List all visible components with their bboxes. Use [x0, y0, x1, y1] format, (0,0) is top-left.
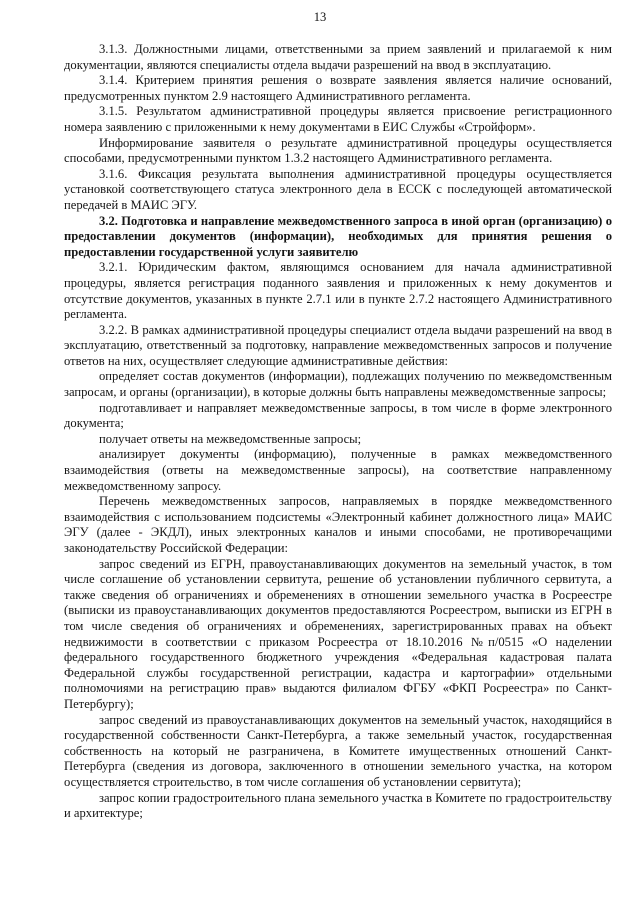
page-number: 13 [313, 10, 327, 24]
paragraph: запрос сведений из ЕГРН, правоустанавливающих документов на земельный участок, в том числе соглашение об установлении сервитута, решение об установлении публичного сервитута, а также сведения об ограничениях и обременениях в отношении земельного участка в Росреестре (выписки из правоустанавливающих документов предоставляются Росреестром, выписки из ЕГРН в том числе сведения об ограничениях и обременениях, зарегистрированных правах на объект недвижимости в соответствии с приказом Росреестра от 18.10.2016 №п/0515 «О наделении федерального государственного бюджетного учреждения «Федеральная кадастровая палата Федеральной службы государственной регистрации, кадастра и картографии» отдельными полномочиями на регистрацию прав» выдаются филиалом ФГБУ «ФКП Росреестра» по Санкт-Петербургу); [64, 556, 612, 711]
paragraph: Информирование заявителя о результате административной процедуры осуществляется способами, предусмотренными пунктом 1.3.2 настоящего Административного регламента. [64, 135, 612, 166]
paragraph: получает ответы на межведомственные запросы; [99, 431, 362, 446]
paragraph: 3.2.1. Юридическим фактом, являющимся основанием для начала административной процедуры, является регистрация поданного заявления и приложенных к нему документов и отсутствие документов, указанных в пункте 2.7.1 или в пункте 2.7.2 настоящего Административного регламента. [64, 260, 612, 322]
document-body [64, 42, 612, 822]
paragraph: анализирует документы (информацию), полученные в рамках межведомственного взаимодействия (ответы на межведомственные запросы), на соответствие направленному межведомственному запросу. [64, 447, 612, 493]
section-heading: 3.2. Подготовка и направление межведомственного запроса в иной орган (организацию) о предоставлении документов (информации), необходимых для принятия решения о предоставлении государственной услуги заявителю [64, 213, 612, 259]
paragraph: запрос копии градостроительного плана земельного участка в Комитете по градостроительству и архитектуре; [64, 790, 612, 821]
paragraph: запрос сведений из правоустанавливающих документов на земельный участок, находящийся в государственной собственности Санкт-Петербурга, а также земельный участок, государственная собственность на который не разграничена, в Комитете имущественных отношений Санкт-Петербурга (сведения из договора, заключенного в отношении земельного участка, на котором осуществляется строительство, в том числе соглашения об установлении сервитута); [64, 712, 612, 789]
paragraph: 3.1.5. Результатом административной процедуры является присвоение регистрационного номера заявлению с приложенными к нему документами в ЕИС Службы «Стройформ». [64, 104, 612, 134]
paragraph: подготавливает и направляет межведомственные запросы, в том числе в форме электронного документа; [64, 400, 612, 431]
paragraph: Перечень межведомственных запросов, направляемых в порядке межведомственного взаимодействия с использованием подсистемы «Электронный кабинет должностного лица» МАИС ЭГУ (далее - ЭКДЛ), иных электронных каналов и иными способами, не противоречащими законодательству Российской Федерации: [64, 494, 612, 555]
paragraph: 3.1.4. Критерием принятия решения о возврате заявления является наличие оснований, предусмотренных пунктом 2.9 настоящего Административного регламента. [64, 73, 612, 103]
paragraph: 3.2.2. В рамках административной процедуры специалист отдела выдачи разрешений на ввод в эксплуатацию, ответственный за подготовку, направление межведомственных запросов и получение ответов на них, осуществляет следующие административные действия: [64, 322, 612, 368]
paragraph: 3.1.6. Фиксация результата выполнения административной процедуры осуществляется установкой соответствующего статуса электронного дела в ЕССК с последующей автоматической передачей в МАИС ЭГУ. [64, 166, 612, 212]
paragraph: 3.1.3. Должностными лицами, ответственными за прием заявлений и прилагаемой к ним документации, являются специалисты отдела выдачи разрешений на ввод в эксплуатацию. [64, 42, 612, 72]
paragraph: определяет состав документов (информации), подлежащих получению по межведомственным запросам, и органы (организации), в которые должны быть направлены межведомственные запросы; [64, 369, 612, 400]
